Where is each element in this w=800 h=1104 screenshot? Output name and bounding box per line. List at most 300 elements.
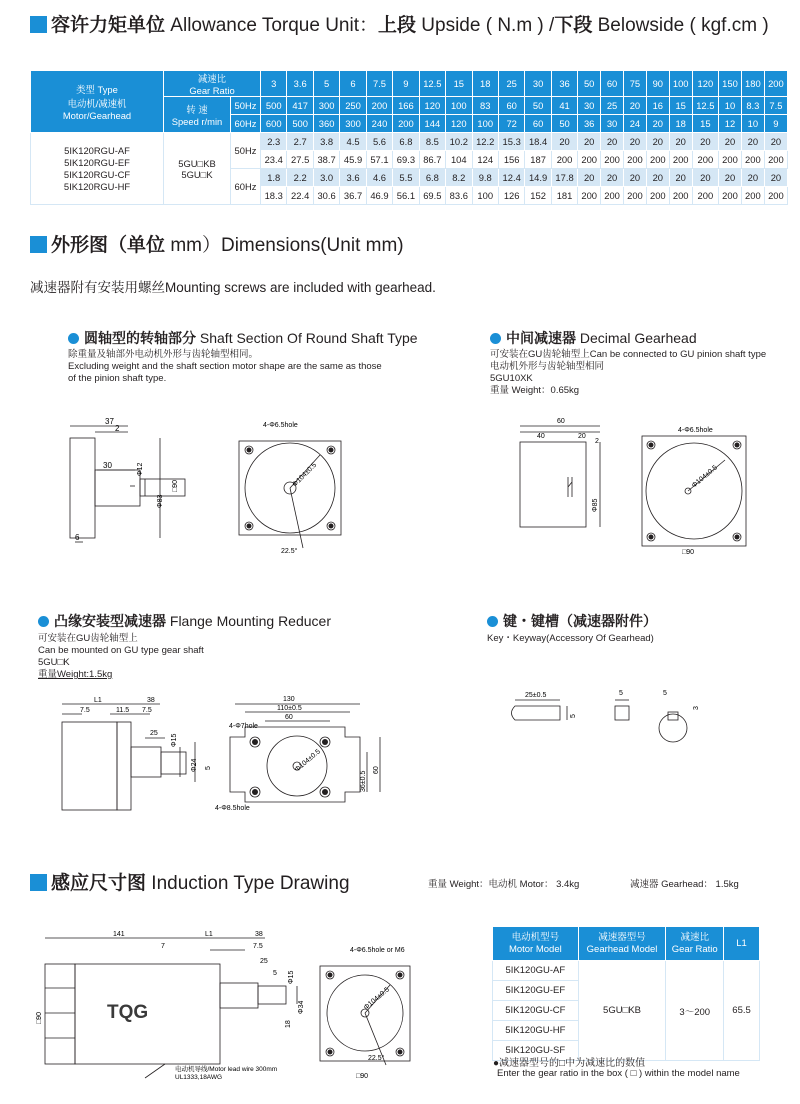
dim-sq90b-ind: □90 [356,1073,369,1080]
dim-phi34-ind: Φ34 [298,1000,305,1014]
round-shaft-desc-en1: Excluding weight and the shaft section motor shape are the same as those [68,361,382,372]
ratio-cell: 9 [393,71,419,97]
table-row [493,961,760,981]
flange-side-view [50,692,220,827]
speed60-cell: 10 [741,115,764,133]
ratio-cell: 15 [446,71,472,97]
torque-value-cell: 38.7 [313,151,339,169]
torque-value-cell: 200 [764,187,787,205]
torque-value-cell: 20 [719,133,742,151]
torque-value-cell: 200 [624,151,647,169]
dim-sq90: □90 [172,479,179,492]
torque-value-cell: 69.5 [419,187,445,205]
speed60-cell: 600 [261,115,287,133]
ratio-cell: 5 [313,71,339,97]
speed50-cell: 100 [446,97,472,115]
torque-value-cell: 200 [578,151,601,169]
bullet-icon [487,616,498,627]
speed50-cell: 25 [601,97,624,115]
decimal-front-view [630,420,750,560]
torque-value-cell: 4.5 [340,133,366,151]
col-gear-en: Gearhead Model [586,943,658,955]
induction-title-en: Induction Type Drawing [151,873,350,894]
ratio-cell: 180 [741,71,764,97]
torque-value-cell: 20 [578,133,601,151]
flange-title-cn: 凸缘安装型减速器 [54,613,166,629]
speed50-cell: 15 [669,97,692,115]
induction-weight-gear: 减速器 Gearhead： 1.5kg [630,879,739,890]
torque-value-cell: 20 [669,169,692,187]
torque-value-cell: 20 [601,133,624,151]
torque-title-en: Allowance Torque Unit： [170,15,378,36]
speed60-cell: 500 [287,115,313,133]
torque-value-cell: 20 [601,169,624,187]
torque-value-cell: 6.8 [393,133,419,151]
torque-value-cell: 17.8 [551,169,577,187]
ratio-cell: 100 [669,71,692,97]
dim-pcd-decimal: Φ104±0.5 [690,464,719,490]
dim-holes85: 4-Φ8.5hole [215,805,250,812]
torque-value-cell: 181 [551,187,577,205]
dimensions-title-end: ）Dimensions(Unit mm) [201,235,404,256]
dim-38: 38 [147,697,155,704]
dim-holes-ind: 4-Φ6.5hole or M6 [350,947,405,954]
table-row [31,133,788,151]
key-heading [487,611,657,645]
dim-3-key: 3 [693,706,700,710]
torque-value-cell: 200 [741,151,764,169]
gear-ratio-header-ratio_en: Gear Ratio [189,85,235,96]
speed50-cell: 41 [551,97,577,115]
dim-2: 2 [115,424,120,433]
torque-value-cell: 20 [551,133,577,151]
dimensions-title-cn: 外形图 [51,235,109,256]
torque-value-cell: 20 [741,133,764,151]
speed-header-cell [164,97,231,133]
decimal-side-view [505,412,615,532]
torque-value-cell: 2.7 [287,133,313,151]
motor-model-name: 5IK120RGU-AF [64,144,130,156]
dim-5-ind: 5 [273,970,277,977]
torque-value-cell: 3.6 [340,169,366,187]
speed50-cell: 20 [624,97,647,115]
torque-value-cell: 9.8 [472,169,498,187]
torque-value-cell: 20 [624,133,647,151]
torque-title-upside-cn: 上段 [378,15,417,36]
flange-front-view [215,692,395,827]
torque-value-cell: 8.2 [446,169,472,187]
ratio-cell: 50 [578,71,601,97]
speed50-cell: 83 [472,97,498,115]
torque-value-cell: 22.4 [287,187,313,205]
dim-7-5b: 7.5 [142,707,152,714]
lead-wire-label: 电动机导线/Motor lead wire 300mm [175,1066,278,1073]
torque-value-cell: 12.4 [498,169,524,187]
dim-7-5-ind: 7.5 [253,943,263,950]
motor-model-name: 5IK120RGU-CF [63,168,131,180]
col-gear-ratio [666,927,724,961]
torque-value-cell: 187 [525,151,551,169]
torque-value-cell: 45.9 [340,151,366,169]
torque-value-cell: 4.6 [366,169,392,187]
speed50-cell: 200 [366,97,392,115]
col-gear-model [578,927,666,961]
induction-note-cn: ●减速器型号的□中为减速比的数值 [493,1058,646,1069]
speed60-cell: 9 [764,115,787,133]
l1-cell: 65.5 [724,961,760,1061]
dim-pcd-flange: Φ104±0.5 [293,748,322,774]
bullet-icon [38,616,49,627]
torque-value-cell: 200 [551,151,577,169]
speed60-cell: 60 [525,115,551,133]
torque-value-cell: 100 [472,187,498,205]
bullet-icon [68,333,79,344]
ratio-cell: 75 [624,71,647,97]
ratio-cell: 90 [646,71,669,97]
brand-logo: TQG [107,1002,149,1023]
ratio-cell: 120 [692,71,718,97]
dim-36: 36±0.5 [360,770,367,792]
flange-title-en: Flange Mounting Reducer [169,613,331,629]
torque-value-cell: 56.1 [393,187,419,205]
dim-110: 110±0.5 [277,705,302,712]
torque-value-cell: 200 [719,151,742,169]
key-drawing [505,680,720,760]
flange-heading [38,611,331,681]
flange-desc1: 可安装在GU齿轮轴型上 [38,633,138,644]
torque-value-cell: 200 [646,151,669,169]
dim-60v: 60 [373,766,380,774]
dim-5c-key: 5 [663,690,667,697]
torque-value-cell: 30.6 [313,187,339,205]
round-shaft-front-view [225,415,355,560]
torque-section-title [30,10,769,37]
dim-pcd-ind: Φ104±0.5 [362,986,391,1012]
col-motor-cn: 电动机型号 [511,931,560,943]
torque-value-cell: 20 [764,169,787,187]
decimal-model: 5GU10XK [490,373,533,384]
speed50-cell: 300 [313,97,339,115]
dim-holes7: 4-Φ7hole [229,723,258,730]
col-gear-cn: 减速器型号 [598,931,646,943]
torque-value-cell: 46.9 [366,187,392,205]
dim-deg: 22.5° [281,548,298,555]
speed60-cell: 36 [578,115,601,133]
induction-title [30,868,350,895]
lead-wire-spec: UL1333,18AWG [175,1074,223,1081]
dim-5a-key: 5 [570,714,577,718]
motor-model-cell: 5IK120GU-HF [493,1021,579,1041]
torque-title-belowside-cn: 下段 [554,15,593,36]
speed60-cell: 72 [498,115,524,133]
torque-value-cell: 10.2 [446,133,472,151]
ratio-cell: 200 [764,71,787,97]
ratio-cell: 7.5 [366,71,392,97]
torque-value-cell: 2.3 [261,133,287,151]
dim-7-ind: 7 [161,943,165,950]
speed60-cell: 50 [551,115,577,133]
col-motor-model [493,927,579,961]
blue-square-icon [30,16,47,33]
induction-note-en: Enter the gear ratio in the box ( □ ) within the model name [497,1068,740,1079]
col-ratio-cn: 减速比 [680,931,709,943]
torque-value-cell: 104 [446,151,472,169]
speed60-cell: 18 [669,115,692,133]
dim-L1-ind: L1 [205,931,213,938]
hz50-torque-cell: 50Hz [231,133,261,169]
type-header-type_en: Motor/Gearhead [62,110,132,121]
dim-holes-decimal: 4-Φ6.5hole [678,427,713,434]
round-shaft-title-en: Shaft Section Of Round Shaft Type [199,330,418,346]
torque-value-cell: 200 [669,187,692,205]
torque-value-cell: 5.6 [366,133,392,151]
decimal-heading [490,328,766,397]
col-motor-en: Motor Model [508,943,562,955]
dim-37: 37 [105,417,114,426]
induction-side-view [35,928,310,1083]
key-title-en: Key・Keyway(Accessory Of Gearhead) [487,633,654,644]
dim-40: 40 [537,433,545,440]
type-header-type_cn2: 电动机/减速机 [67,98,127,109]
col-l1: L1 [724,927,760,961]
dim-phi85: Φ85 [592,498,599,512]
torque-value-cell: 200 [669,151,692,169]
round-shaft-side-view [55,410,190,550]
dim-30: 30 [103,461,112,470]
gear-ratio-header-ratio_cn: 减速比 [197,73,227,84]
dimensions-title-unit: mm [170,235,202,256]
dim-2b: 2 [595,438,599,445]
hz50-cell: 50Hz [231,97,261,115]
speed60-cell: 360 [313,115,339,133]
torque-value-cell: 200 [719,187,742,205]
dim-phi12: Φ12 [137,462,144,476]
ratio-cell: 3 [261,71,287,97]
speed60-cell: 24 [624,115,647,133]
speed50-cell: 50 [525,97,551,115]
torque-value-cell: 200 [578,187,601,205]
induction-weight-motor: 重量 Weight：电动机 Motor： 3.4kg [428,879,580,890]
dim-phi83: Φ83 [157,494,164,508]
dim-sq90-decimal: □90 [682,549,695,556]
torque-value-cell: 20 [669,133,692,151]
decimal-weight: 重量 Weight：0.65kg [490,385,580,396]
speed60-cell: 120 [446,115,472,133]
torque-value-cell: 36.7 [340,187,366,205]
torque-value-cell: 18.4 [525,133,551,151]
motor-model-cell: 5IK120GU-AF [493,961,579,981]
induction-front-view [310,940,425,1085]
dim-60-flange: 60 [285,714,293,721]
dim-25: 25 [150,730,158,737]
motor-models-cell [31,133,164,205]
torque-value-cell: 200 [601,151,624,169]
dim-130: 130 [283,696,295,703]
torque-value-cell: 3.0 [313,169,339,187]
dim-L1: L1 [94,697,102,704]
flange-model: 5GU□K [38,657,70,668]
ratio-cell: 6 [340,71,366,97]
torque-value-cell: 5.5 [393,169,419,187]
torque-value-cell: 200 [692,151,718,169]
torque-value-cell: 12.2 [472,133,498,151]
flange-desc2: Can be mounted on GU type gear shaft [38,645,204,656]
motor-model-cell: 5IK120GU-EF [493,981,579,1001]
torque-value-cell: 23.4 [261,151,287,169]
torque-table [30,70,788,205]
hz60-cell: 60Hz [231,115,261,133]
induction-table [492,926,760,1061]
speed50-cell: 417 [287,97,313,115]
torque-title-belowside-en: Belowside ( kgf.cm ) [597,15,769,36]
ratio-cell: 3.6 [287,71,313,97]
torque-value-cell: 200 [764,151,787,169]
torque-value-cell: 20 [719,169,742,187]
torque-value-cell: 8.5 [419,133,445,151]
gearhead-model-name: 5GU□KB [178,157,216,169]
torque-value-cell: 20 [646,133,669,151]
dim-deg-ind: 22.5° [368,1055,385,1062]
dim-pcd: Φ104±0.5 [291,461,319,489]
dimensions-title [30,230,404,257]
table-row [31,71,788,97]
mounting-screws-note: 减速器附有安装用螺丝Mounting screws are included with gearhead. [30,280,436,295]
decimal-desc2: 电动机外形与齿轮轴型相同 [490,361,605,372]
torque-value-cell: 20 [741,169,764,187]
speed50-cell: 12.5 [692,97,718,115]
torque-title-cn: 容许力矩单位 [51,15,166,36]
motor-model-name: 5IK120RGU-EF [64,156,130,168]
torque-value-cell: 126 [498,187,524,205]
ratio-cell: 12.5 [419,71,445,97]
speed60-cell: 144 [419,115,445,133]
speed60-cell: 20 [646,115,669,133]
speed50-cell: 16 [646,97,669,115]
dim-11-5: 11.5 [116,707,130,714]
ratio-cell: 25 [498,71,524,97]
decimal-title-cn: 中间减速器 [506,330,576,346]
decimal-title-en: Decimal Gearhead [579,330,697,346]
speed50-cell: 30 [578,97,601,115]
dim-sq90-ind: □90 [36,1011,43,1024]
torque-value-cell: 20 [692,133,718,151]
type-header-type_cn: 类型 Type [76,84,118,95]
ratio-cell: 60 [601,71,624,97]
torque-value-cell: 2.2 [287,169,313,187]
speed50-cell: 7.5 [764,97,787,115]
torque-value-cell: 14.9 [525,169,551,187]
speed50-cell: 60 [498,97,524,115]
dim-60: 60 [557,418,565,425]
gear-ratio-header-cell [164,71,261,97]
dim-25-ind: 25 [260,958,268,965]
torque-value-cell: 20 [692,169,718,187]
bullet-icon [490,333,501,344]
dim-phi24: Φ24 [191,758,198,772]
decimal-desc1: 可安装在GU齿轮轴型上Can be connected to GU pinion shaft type [490,349,767,360]
ratio-cell: 36 [551,71,577,97]
key-title-cn: 键・键槽（减速器附件） [503,613,657,629]
torque-value-cell: 152 [525,187,551,205]
speed50-cell: 500 [261,97,287,115]
speed60-cell: 300 [340,115,366,133]
flange-weight: 重量Weight:1.5kg [38,669,113,680]
speed50-cell: 250 [340,97,366,115]
round-shaft-desc-en2: of the pinion shaft type. [68,373,167,384]
torque-value-cell: 18.3 [261,187,287,205]
speed-header-speed_cn: 转 速 [186,104,208,115]
torque-value-cell: 20 [764,133,787,151]
dim-141: 141 [113,931,125,938]
torque-value-cell: 200 [741,187,764,205]
torque-value-cell: 83.6 [446,187,472,205]
speed50-cell: 120 [419,97,445,115]
dim-phi15-ind: Φ15 [288,970,295,984]
dim-phi15: Φ15 [171,733,178,747]
speed60-cell: 12 [719,115,742,133]
dim-38-ind: 38 [255,931,263,938]
motor-model-name: 5IK120RGU-HF [63,180,131,192]
torque-value-cell: 200 [646,187,669,205]
blue-square-icon [30,874,47,891]
dim-18-ind: 18 [285,1020,292,1028]
speed50-cell: 166 [393,97,419,115]
torque-value-cell: 3.8 [313,133,339,151]
torque-value-cell: 1.8 [261,169,287,187]
col-ratio-en: Gear Ratio [671,943,718,955]
induction-title-cn: 感应尺寸图 [51,873,147,894]
ratio-cell: 18 [472,71,498,97]
speed60-cell: 30 [601,115,624,133]
round-shaft-title-cn: 圆轴型的转轴部分 [84,330,196,346]
speed60-cell: 200 [393,115,419,133]
torque-value-cell: 200 [692,187,718,205]
speed50-cell: 8.3 [741,97,764,115]
torque-value-cell: 156 [498,151,524,169]
torque-value-cell: 15.3 [498,133,524,151]
torque-value-cell: 200 [601,187,624,205]
torque-value-cell: 20 [578,169,601,187]
gearhead-models-cell [164,133,231,205]
speed60-cell: 240 [366,115,392,133]
speed60-cell: 100 [472,115,498,133]
hz60-torque-cell: 60Hz [231,169,261,205]
type-header-cell [31,71,164,133]
torque-value-cell: 124 [472,151,498,169]
blue-square-icon [30,236,47,253]
round-shaft-heading [68,328,418,385]
dim-5: 5 [205,766,212,770]
speed60-cell: 15 [692,115,718,133]
torque-value-cell: 69.3 [393,151,419,169]
gearhead-cell: 5GU□KB [578,961,666,1061]
dim-5b-key: 5 [619,690,623,697]
torque-value-cell: 20 [624,169,647,187]
dim-20: 20 [578,433,586,440]
speed50-cell: 10 [719,97,742,115]
torque-value-cell: 86.7 [419,151,445,169]
motor-model-cell: 5IK120GU-SF [493,1041,579,1061]
ratio-cell: 3～200 [666,961,724,1061]
gearhead-model-name: 5GU□K [181,168,213,180]
ratio-cell: 30 [525,71,551,97]
round-shaft-desc-cn: 除重量及轴部外电动机外形与齿轮轴型相同。 [68,349,259,360]
torque-value-cell: 57.1 [366,151,392,169]
dim-6: 6 [75,533,80,542]
dim-holes: 4-Φ6.5hole [263,422,298,429]
torque-value-cell: 20 [646,169,669,187]
dimensions-title-mid: （单位 [108,235,166,256]
